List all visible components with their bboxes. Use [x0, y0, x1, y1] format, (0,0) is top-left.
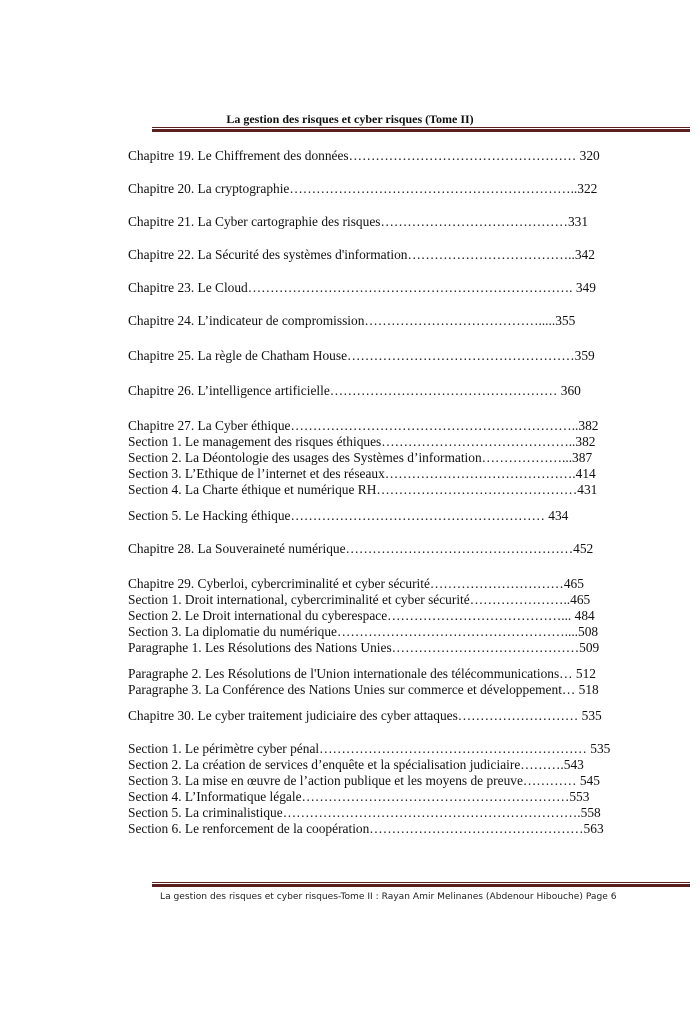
toc-entry-section: Section 3. La diplomatie du numérique……………………………………………....508 — [128, 624, 599, 639]
toc-entry-chapitre-29: Chapitre 29. Cyberloi, cybercriminalité et cyber sécurité…………………………465 — [128, 576, 584, 591]
running-header-title: La gestion des risques et cyber risques (Tome II) — [226, 112, 474, 126]
toc-entry-section: Section 1. Droit international, cybercriminalité et cyber sécurité…………………..465 — [128, 592, 591, 607]
toc-entry-paragraphe: Paragraphe 3. La Conférence des Nations Unies sur commerce et développement… 518 — [128, 682, 599, 697]
toc-entry-section: Section 6. Le renforcement de la coopération…………………………………………563 — [128, 821, 604, 836]
page-footer: La gestion des risques et cyber risques-Tome II : Rayan Amir Melinanes (Abdenour Hibouche) Page 6 — [160, 892, 617, 902]
toc-entry-chapitre-19: Chapitre 19. Le Chiffrement des données…………………………………………… 320 — [128, 148, 600, 163]
toc-entry-paragraphe: Paragraphe 2. Les Résolutions de l'Union internationale des télécommunications… 512 — [128, 666, 596, 681]
toc-entry-section: Section 4. La Charte éthique et numérique RH………………………………………431 — [128, 482, 598, 497]
toc-entry-chapitre-28: Chapitre 28. La Souveraineté numérique……………………………………………452 — [128, 541, 594, 556]
toc-entry-chapitre-22: Chapitre 22. La Sécurité des systèmes d'information………………………………..342 — [128, 247, 595, 262]
toc-entry-chapitre-30: Chapitre 30. Le cyber traitement judiciaire des cyber attaques……………………… 535 — [128, 708, 602, 723]
toc-entry-section: Section 1. Le périmètre cyber pénal…………………………………………………… 535 — [128, 741, 611, 756]
toc-entry-chapitre-23: Chapitre 23. Le Cloud………………………………………………………………. 349 — [128, 280, 596, 295]
toc-entry-section: Section 1. Le management des risques éthiques……………………………………..382 — [128, 434, 596, 449]
toc-entry-chapitre-27: Chapitre 27. La Cyber éthique………………………………………………………..382 — [128, 418, 599, 433]
toc-entry-chapitre-20: Chapitre 20. La cryptographie………………………………………………………..322 — [128, 181, 598, 196]
toc-entry-chapitre-26: Chapitre 26. L’intelligence artificielle…………………………………………… 360 — [128, 383, 581, 398]
toc-entry-section: Section 2. La création de services d’enquête et la spécialisation judiciaire……….543 — [128, 757, 584, 772]
toc-entry-section: Section 3. L’Ethique de l’internet et des réseaux…………………………………….414 — [128, 466, 596, 481]
footer-rule — [152, 882, 690, 887]
header-rule — [152, 127, 690, 132]
toc-entry-section: Section 2. Le Droit international du cyberespace…………………………………... 484 — [128, 608, 595, 623]
toc-entry-chapitre-24: Chapitre 24. L’indicateur de compromission………………………………….....355 — [128, 313, 576, 328]
toc-entry-section: Section 4. L’Informatique légale……………………………………………………553 — [128, 789, 590, 804]
toc-entry-chapitre-21: Chapitre 21. La Cyber cartographie des risques……………………………………331 — [128, 214, 589, 229]
toc-entry-section: Section 5. Le Hacking éthique………………………………………………… 434 — [128, 508, 569, 523]
toc-entry-section: Section 3. La mise en œuvre de l’action publique et les moyens de preuve………… 545 — [128, 773, 600, 788]
toc-entry-chapitre-25: Chapitre 25. La règle de Chatham House……………………………………………359 — [128, 348, 595, 363]
toc-entry-section: Section 2. La Déontologie des usages des Systèmes d’information………………...387 — [128, 450, 593, 465]
toc-entry-paragraphe: Paragraphe 1. Les Résolutions des Nations Unies……………………………………509 — [128, 640, 600, 655]
toc-entry-section: Section 5. La criminalistique………………………………………………………….558 — [128, 805, 601, 820]
table-of-contents — [128, 148, 648, 837]
